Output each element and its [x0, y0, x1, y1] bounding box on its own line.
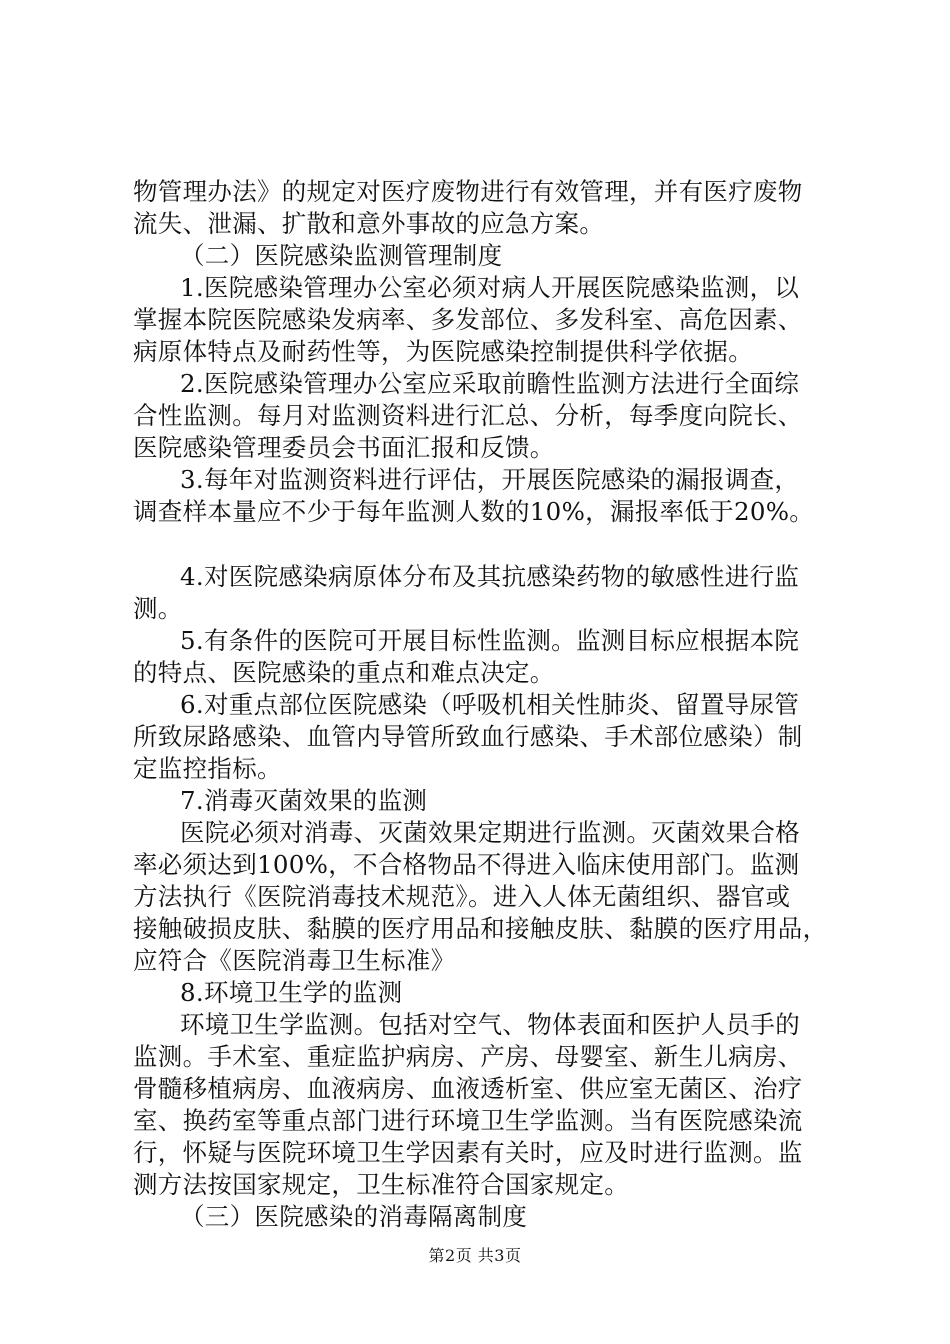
body-line: 的特点、医院感染的重点和难点决定。 [133, 658, 555, 687]
body-line: 掌握本院医院感染发病率、多发部位、多发科室、高危因素、 [133, 305, 803, 334]
paragraph-gap [133, 528, 833, 561]
body-line: 应符合《医院消毒卫生标准》 [133, 946, 456, 975]
subsection-heading: 7.消毒灭菌效果的监测 [180, 786, 428, 815]
section-heading: （三）医院感染的消毒隔离制度 [180, 1202, 528, 1231]
body-line: 所致尿路感染、血管内导管所致血行感染、手术部位感染）制 [133, 722, 803, 751]
body-line: 6.对重点部位医院感染（呼吸机相关性肺炎、留置导尿管 [180, 690, 800, 719]
body-line: 测方法按国家规定，卫生标准符合国家规定。 [133, 1170, 629, 1199]
subsection-heading: 8.环境卫生学的监测 [180, 978, 403, 1007]
document-body [133, 176, 833, 1233]
body-line: 4.对医院感染病原体分布及其抗感染药物的敏感性进行监 [180, 562, 800, 591]
body-line: 2.医院感染管理办公室应采取前瞻性监测方法进行全面综 [180, 369, 800, 398]
section-heading: （二）医院感染监测管理制度 [180, 241, 503, 270]
body-line: 行，怀疑与医院环境卫生学因素有关时，应及时进行监测。监 [133, 1138, 803, 1167]
body-line: 调查样本量应不少于每年监测人数的10%，漏报率低于20%。 [133, 497, 815, 526]
body-line: 1.医院感染管理办公室必须对病人开展医院感染监测，以 [180, 273, 800, 302]
body-line: 骨髓移植病房、血液病房、血液透析室、供应室无菌区、治疗 [133, 1074, 803, 1103]
body-line: 环境卫生学监测。包括对空气、物体表面和医护人员手的 [180, 1010, 800, 1039]
body-line: 3.每年对监测资料进行评估，开展医院感染的漏报调查， [180, 465, 800, 494]
body-line: 室、换药室等重点部门进行环境卫生学监测。当有医院感染流 [133, 1106, 803, 1135]
body-line: 测。 [133, 594, 183, 623]
body-line: 监测。手术室、重症监护病房、产房、母婴室、新生儿病房、 [133, 1042, 803, 1071]
body-line: 接触破损皮肤、黏膜的医疗用品和接触皮肤、黏膜的医疗用品， [133, 914, 828, 943]
page-footer: 第2页 共3页 [428, 1246, 522, 1265]
body-line: 方法执行《医院消毒技术规范》。进入人体无菌组织、器官或 [133, 882, 791, 911]
body-line: 医院必须对消毒、灭菌效果定期进行监测。灭菌效果合格 [180, 818, 800, 847]
body-line: 合性监测。每月对监测资料进行汇总、分析，每季度向院长、 [133, 401, 803, 430]
body-line: 5.有条件的医院可开展目标性监测。监测目标应根据本院 [180, 626, 800, 655]
body-line: 病原体特点及耐药性等，为医院感染控制提供科学依据。 [133, 337, 753, 366]
body-line: 率必须达到100%，不合格物品不得进入临床使用部门。监测 [133, 850, 800, 879]
body-line: 物管理办法》的规定对医疗废物进行有效管理，并有医疗废物 [133, 177, 803, 206]
body-line: 医院感染管理委员会书面汇报和反馈。 [133, 433, 555, 462]
body-line: 定监控指标。 [133, 754, 282, 783]
body-line: 流失、泄漏、扩散和意外事故的应急方案。 [133, 209, 605, 238]
